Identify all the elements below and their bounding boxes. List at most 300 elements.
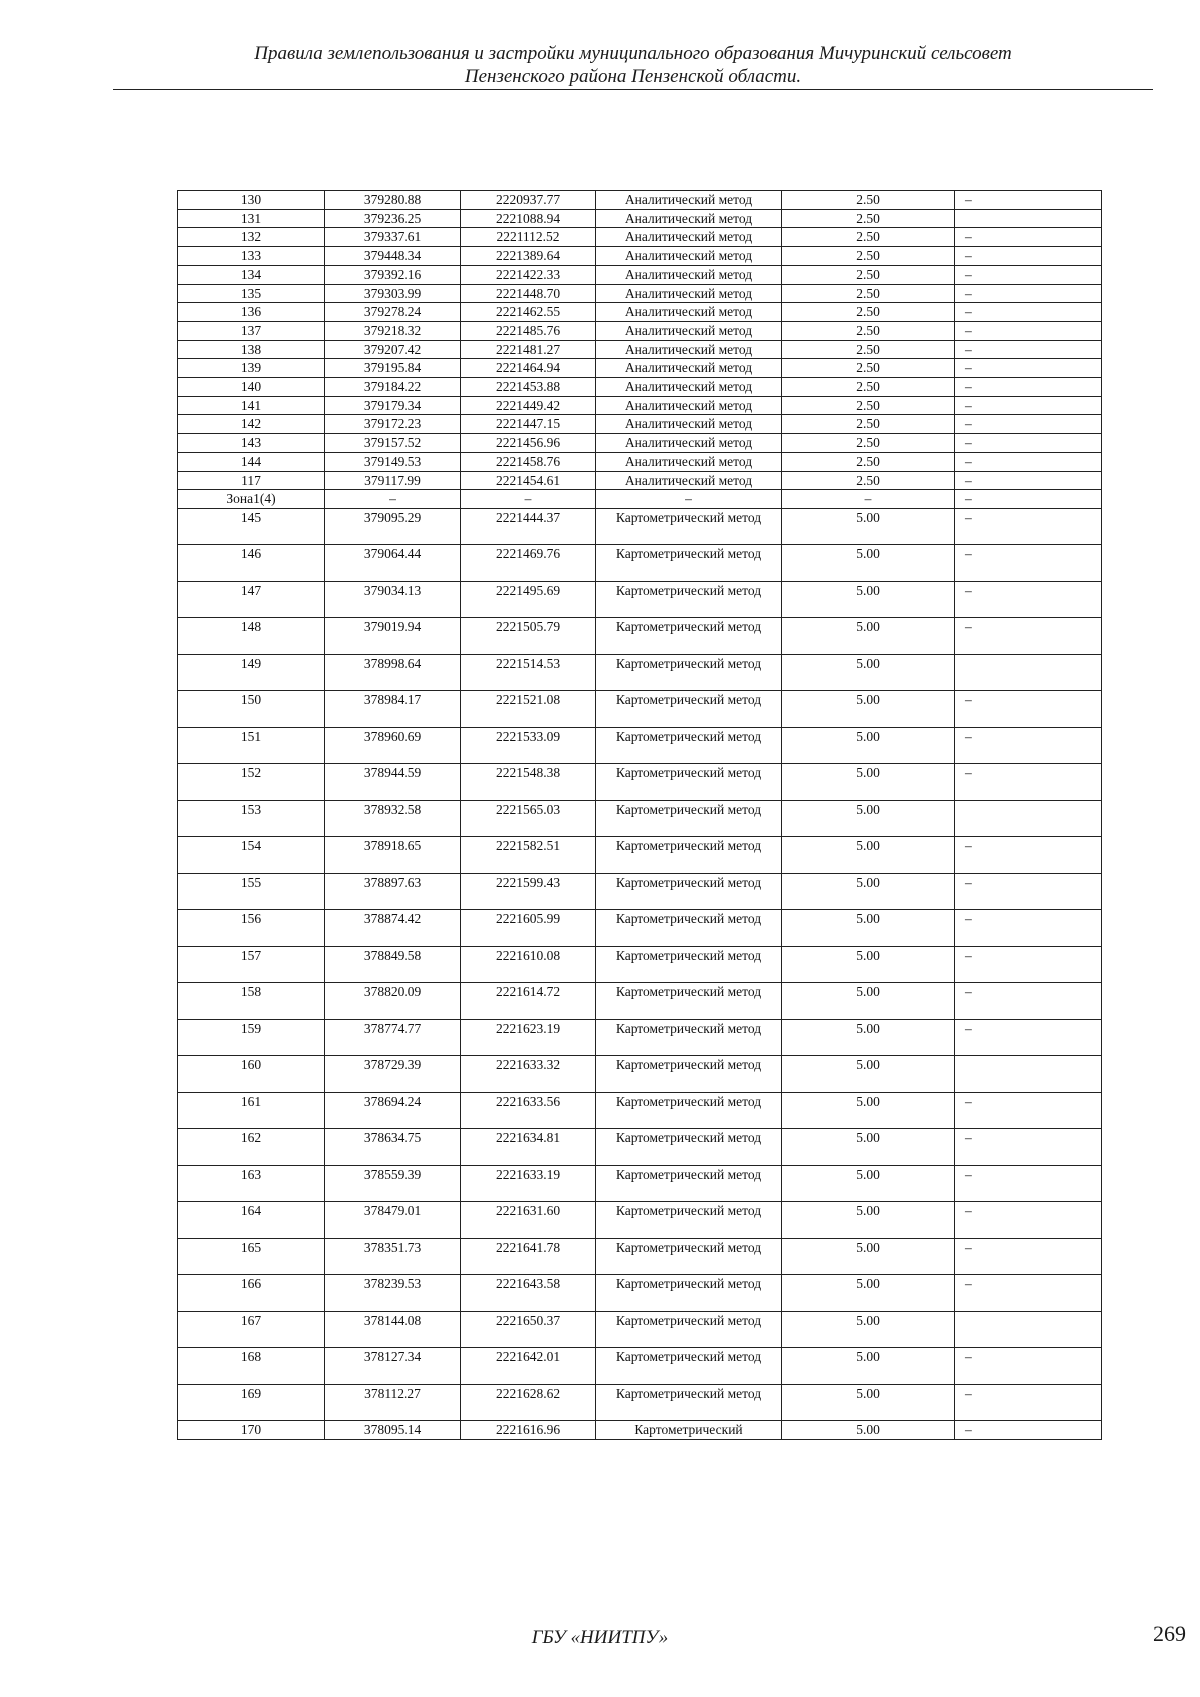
x-coordinate-cell: 379337.61 <box>325 228 461 247</box>
accuracy-cell: 5.00 <box>782 873 955 910</box>
method-cell: Аналитический метод <box>596 303 782 322</box>
y-coordinate-cell: 2221614.72 <box>461 983 596 1020</box>
y-coordinate-cell: 2221447.15 <box>461 415 596 434</box>
table-row <box>178 1421 1102 1440</box>
y-coordinate-cell: 2221454.61 <box>461 471 596 490</box>
accuracy-cell: 2.50 <box>782 209 955 228</box>
y-coordinate-cell: 2221422.33 <box>461 265 596 284</box>
accuracy-cell: 2.50 <box>782 247 955 266</box>
y-coordinate-cell: 2220937.77 <box>461 191 596 210</box>
note-cell: – <box>955 1238 1102 1275</box>
method-cell: Картометрический метод <box>596 764 782 801</box>
method-cell: Картометрический метод <box>596 1056 782 1093</box>
table-row <box>178 983 1102 1020</box>
point-number-cell: 169 <box>178 1384 325 1421</box>
point-number-cell: 160 <box>178 1056 325 1093</box>
note-cell <box>955 209 1102 228</box>
x-coordinate-cell: 378774.77 <box>325 1019 461 1056</box>
accuracy-cell: 5.00 <box>782 764 955 801</box>
point-number-cell: 154 <box>178 837 325 874</box>
accuracy-cell: 5.00 <box>782 1238 955 1275</box>
method-cell: Картометрический метод <box>596 800 782 837</box>
footer-organization: ГБУ «НИИТПУ» <box>531 1627 669 1648</box>
x-coordinate-cell: 378729.39 <box>325 1056 461 1093</box>
note-cell: – <box>955 691 1102 728</box>
table-row <box>178 1311 1102 1348</box>
x-coordinate-cell: 379195.84 <box>325 359 461 378</box>
method-cell: Аналитический метод <box>596 284 782 303</box>
y-coordinate-cell: 2221112.52 <box>461 228 596 247</box>
accuracy-cell: – <box>782 490 955 509</box>
table-row <box>178 1384 1102 1421</box>
accuracy-cell: 5.00 <box>782 1019 955 1056</box>
accuracy-cell: 5.00 <box>782 545 955 582</box>
y-coordinate-cell: 2221533.09 <box>461 727 596 764</box>
x-coordinate-cell: 379392.16 <box>325 265 461 284</box>
table-row <box>178 396 1102 415</box>
y-coordinate-cell: 2221631.60 <box>461 1202 596 1239</box>
method-cell: Аналитический метод <box>596 265 782 284</box>
y-coordinate-cell: 2221456.96 <box>461 434 596 453</box>
method-cell: Аналитический метод <box>596 228 782 247</box>
y-coordinate-cell: 2221633.56 <box>461 1092 596 1129</box>
x-coordinate-cell: 379278.24 <box>325 303 461 322</box>
accuracy-cell: 2.50 <box>782 228 955 247</box>
point-number-cell: 130 <box>178 191 325 210</box>
header-line-2: Пензенского района Пензенской области. <box>464 66 802 87</box>
point-number-cell: 163 <box>178 1165 325 1202</box>
method-cell: Картометрический метод <box>596 873 782 910</box>
table-row <box>178 1348 1102 1385</box>
y-coordinate-cell: 2221582.51 <box>461 837 596 874</box>
method-cell: Картометрический метод <box>596 545 782 582</box>
table-row <box>178 452 1102 471</box>
x-coordinate-cell: 379064.44 <box>325 545 461 582</box>
x-coordinate-cell: 379172.23 <box>325 415 461 434</box>
x-coordinate-cell: 379303.99 <box>325 284 461 303</box>
point-number-cell: 134 <box>178 265 325 284</box>
accuracy-cell: 5.00 <box>782 1384 955 1421</box>
accuracy-cell: 5.00 <box>782 654 955 691</box>
note-cell: – <box>955 415 1102 434</box>
accuracy-cell: 5.00 <box>782 581 955 618</box>
note-cell: – <box>955 378 1102 397</box>
table-row <box>178 654 1102 691</box>
accuracy-cell: 5.00 <box>782 691 955 728</box>
accuracy-cell: 2.50 <box>782 284 955 303</box>
y-coordinate-cell: – <box>461 490 596 509</box>
x-coordinate-cell: 379149.53 <box>325 452 461 471</box>
note-cell: – <box>955 303 1102 322</box>
y-coordinate-cell: 2221521.08 <box>461 691 596 728</box>
method-cell: Картометрический метод <box>596 508 782 545</box>
note-cell <box>955 1056 1102 1093</box>
method-cell: Картометрический метод <box>596 618 782 655</box>
table-row <box>178 545 1102 582</box>
point-number-cell: 149 <box>178 654 325 691</box>
point-number-cell: 170 <box>178 1421 325 1440</box>
table-row <box>178 209 1102 228</box>
method-cell: Аналитический метод <box>596 434 782 453</box>
x-coordinate-cell: 378127.34 <box>325 1348 461 1385</box>
table-row <box>178 1238 1102 1275</box>
note-cell: – <box>955 1092 1102 1129</box>
method-cell: Картометрический метод <box>596 1311 782 1348</box>
x-coordinate-cell: 378918.65 <box>325 837 461 874</box>
point-number-cell: 165 <box>178 1238 325 1275</box>
y-coordinate-cell: 2221623.19 <box>461 1019 596 1056</box>
method-cell: Картометрический метод <box>596 727 782 764</box>
note-cell: – <box>955 727 1102 764</box>
y-coordinate-cell: 2221643.58 <box>461 1275 596 1312</box>
y-coordinate-cell: 2221444.37 <box>461 508 596 545</box>
table-row <box>178 265 1102 284</box>
note-cell: – <box>955 396 1102 415</box>
note-cell: – <box>955 1019 1102 1056</box>
note-cell: – <box>955 618 1102 655</box>
point-number-cell: 168 <box>178 1348 325 1385</box>
coordinates-table-body <box>178 191 1102 1440</box>
note-cell: – <box>955 581 1102 618</box>
table-row <box>178 359 1102 378</box>
note-cell: – <box>955 265 1102 284</box>
table-row <box>178 691 1102 728</box>
note-cell: – <box>955 983 1102 1020</box>
note-cell: – <box>955 452 1102 471</box>
note-cell <box>955 654 1102 691</box>
table-row <box>178 1092 1102 1129</box>
y-coordinate-cell: 2221449.42 <box>461 396 596 415</box>
point-number-cell: 161 <box>178 1092 325 1129</box>
note-cell: – <box>955 837 1102 874</box>
note-cell: – <box>955 1384 1102 1421</box>
x-coordinate-cell: 379280.88 <box>325 191 461 210</box>
accuracy-cell: 5.00 <box>782 946 955 983</box>
y-coordinate-cell: 2221462.55 <box>461 303 596 322</box>
note-cell: – <box>955 191 1102 210</box>
y-coordinate-cell: 2221469.76 <box>461 545 596 582</box>
point-number-cell: 152 <box>178 764 325 801</box>
x-coordinate-cell: 379019.94 <box>325 618 461 655</box>
accuracy-cell: 2.50 <box>782 434 955 453</box>
method-cell: Аналитический метод <box>596 321 782 340</box>
note-cell: – <box>955 764 1102 801</box>
accuracy-cell: 2.50 <box>782 471 955 490</box>
x-coordinate-cell: 379448.34 <box>325 247 461 266</box>
method-cell: Картометрический метод <box>596 837 782 874</box>
method-cell: Аналитический метод <box>596 340 782 359</box>
table-row <box>178 581 1102 618</box>
method-cell: Картометрический метод <box>596 691 782 728</box>
accuracy-cell: 2.50 <box>782 265 955 284</box>
y-coordinate-cell: 2221481.27 <box>461 340 596 359</box>
note-cell: – <box>955 228 1102 247</box>
accuracy-cell: 2.50 <box>782 340 955 359</box>
accuracy-cell: 5.00 <box>782 837 955 874</box>
accuracy-cell: 2.50 <box>782 359 955 378</box>
note-cell: – <box>955 1348 1102 1385</box>
accuracy-cell: 5.00 <box>782 1311 955 1348</box>
x-coordinate-cell: 378849.58 <box>325 946 461 983</box>
y-coordinate-cell: 2221464.94 <box>461 359 596 378</box>
y-coordinate-cell: 2221389.64 <box>461 247 596 266</box>
x-coordinate-cell: 378984.17 <box>325 691 461 728</box>
accuracy-cell: 5.00 <box>782 1421 955 1440</box>
x-coordinate-cell: 378351.73 <box>325 1238 461 1275</box>
method-cell: Аналитический метод <box>596 191 782 210</box>
x-coordinate-cell: 378897.63 <box>325 873 461 910</box>
table-row <box>178 910 1102 947</box>
page-header <box>113 42 1153 88</box>
note-cell <box>955 800 1102 837</box>
table-row <box>178 800 1102 837</box>
note-cell: – <box>955 434 1102 453</box>
table-row <box>178 471 1102 490</box>
point-number-cell: 144 <box>178 452 325 471</box>
point-number-cell: 135 <box>178 284 325 303</box>
y-coordinate-cell: 2221633.32 <box>461 1056 596 1093</box>
header-rule <box>113 89 1153 90</box>
table-row <box>178 764 1102 801</box>
method-cell: Картометрический метод <box>596 946 782 983</box>
point-number-cell: 143 <box>178 434 325 453</box>
x-coordinate-cell: 378820.09 <box>325 983 461 1020</box>
table-row <box>178 1019 1102 1056</box>
point-number-cell: 156 <box>178 910 325 947</box>
accuracy-cell: 5.00 <box>782 508 955 545</box>
method-cell: Картометрический метод <box>596 1348 782 1385</box>
point-number-cell: 145 <box>178 508 325 545</box>
note-cell: – <box>955 490 1102 509</box>
point-number-cell: 132 <box>178 228 325 247</box>
table-row <box>178 228 1102 247</box>
x-coordinate-cell: 378144.08 <box>325 1311 461 1348</box>
accuracy-cell: 5.00 <box>782 983 955 1020</box>
table-row <box>178 508 1102 545</box>
x-coordinate-cell: 378239.53 <box>325 1275 461 1312</box>
point-number-cell: 146 <box>178 545 325 582</box>
note-cell: – <box>955 284 1102 303</box>
method-cell: Аналитический метод <box>596 247 782 266</box>
note-cell: – <box>955 359 1102 378</box>
accuracy-cell: 5.00 <box>782 1165 955 1202</box>
y-coordinate-cell: 2221642.01 <box>461 1348 596 1385</box>
y-coordinate-cell: 2221633.19 <box>461 1165 596 1202</box>
note-cell: – <box>955 873 1102 910</box>
accuracy-cell: 5.00 <box>782 1092 955 1129</box>
table-row <box>178 1275 1102 1312</box>
note-cell: – <box>955 1129 1102 1166</box>
x-coordinate-cell: 378694.24 <box>325 1092 461 1129</box>
table-row <box>178 490 1102 509</box>
accuracy-cell: 5.00 <box>782 910 955 947</box>
y-coordinate-cell: 2221610.08 <box>461 946 596 983</box>
point-number-cell: 136 <box>178 303 325 322</box>
method-cell: Аналитический метод <box>596 471 782 490</box>
note-cell: – <box>955 247 1102 266</box>
accuracy-cell: 2.50 <box>782 415 955 434</box>
table-row <box>178 1129 1102 1166</box>
x-coordinate-cell: 378112.27 <box>325 1384 461 1421</box>
point-number-cell: 117 <box>178 471 325 490</box>
y-coordinate-cell: 2221458.76 <box>461 452 596 471</box>
y-coordinate-cell: 2221616.96 <box>461 1421 596 1440</box>
method-cell: Аналитический метод <box>596 209 782 228</box>
method-cell: Картометрический метод <box>596 1019 782 1056</box>
table-row <box>178 837 1102 874</box>
table-row <box>178 191 1102 210</box>
y-coordinate-cell: 2221628.62 <box>461 1384 596 1421</box>
x-coordinate-cell: 378944.59 <box>325 764 461 801</box>
accuracy-cell: 5.00 <box>782 1275 955 1312</box>
point-number-cell: 137 <box>178 321 325 340</box>
x-coordinate-cell: 379095.29 <box>325 508 461 545</box>
accuracy-cell: 5.00 <box>782 800 955 837</box>
table-row <box>178 321 1102 340</box>
y-coordinate-cell: 2221088.94 <box>461 209 596 228</box>
x-coordinate-cell: 379236.25 <box>325 209 461 228</box>
y-coordinate-cell: 2221495.69 <box>461 581 596 618</box>
x-coordinate-cell: 378095.14 <box>325 1421 461 1440</box>
table-row <box>178 618 1102 655</box>
point-number-cell: 155 <box>178 873 325 910</box>
accuracy-cell: 2.50 <box>782 452 955 471</box>
method-cell: Картометрический метод <box>596 581 782 618</box>
x-coordinate-cell: 379179.34 <box>325 396 461 415</box>
x-coordinate-cell: 378559.39 <box>325 1165 461 1202</box>
point-number-cell: 148 <box>178 618 325 655</box>
accuracy-cell: 2.50 <box>782 191 955 210</box>
table-row <box>178 727 1102 764</box>
y-coordinate-cell: 2221634.81 <box>461 1129 596 1166</box>
method-cell: Аналитический метод <box>596 415 782 434</box>
table-row <box>178 284 1102 303</box>
accuracy-cell: 2.50 <box>782 321 955 340</box>
x-coordinate-cell: 378634.75 <box>325 1129 461 1166</box>
y-coordinate-cell: 2221605.99 <box>461 910 596 947</box>
method-cell: Аналитический метод <box>596 359 782 378</box>
table-row <box>178 873 1102 910</box>
y-coordinate-cell: 2221514.53 <box>461 654 596 691</box>
table-row <box>178 378 1102 397</box>
table-row <box>178 415 1102 434</box>
table-row <box>178 303 1102 322</box>
accuracy-cell: 2.50 <box>782 396 955 415</box>
accuracy-cell: 5.00 <box>782 1202 955 1239</box>
table-row <box>178 340 1102 359</box>
point-number-cell: 141 <box>178 396 325 415</box>
point-number-cell: 153 <box>178 800 325 837</box>
method-cell: Картометрический метод <box>596 1092 782 1129</box>
x-coordinate-cell: 379117.99 <box>325 471 461 490</box>
point-number-cell: 157 <box>178 946 325 983</box>
accuracy-cell: 5.00 <box>782 1348 955 1385</box>
method-cell: Аналитический метод <box>596 452 782 471</box>
y-coordinate-cell: 2221548.38 <box>461 764 596 801</box>
method-cell: Картометрический метод <box>596 1238 782 1275</box>
x-coordinate-cell: 379184.22 <box>325 378 461 397</box>
accuracy-cell: 2.50 <box>782 378 955 397</box>
x-coordinate-cell: 379207.42 <box>325 340 461 359</box>
method-cell: Картометрический метод <box>596 1129 782 1166</box>
method-cell: Картометрический метод <box>596 654 782 691</box>
table-row <box>178 1202 1102 1239</box>
note-cell: – <box>955 321 1102 340</box>
point-number-cell: 162 <box>178 1129 325 1166</box>
point-number-cell: 150 <box>178 691 325 728</box>
x-coordinate-cell: 379157.52 <box>325 434 461 453</box>
note-cell: – <box>955 946 1102 983</box>
x-coordinate-cell: 378479.01 <box>325 1202 461 1239</box>
table-row <box>178 434 1102 453</box>
x-coordinate-cell: 378874.42 <box>325 910 461 947</box>
note-cell: – <box>955 471 1102 490</box>
x-coordinate-cell: 378932.58 <box>325 800 461 837</box>
note-cell: – <box>955 910 1102 947</box>
x-coordinate-cell: 378998.64 <box>325 654 461 691</box>
method-cell: Картометрический метод <box>596 983 782 1020</box>
x-coordinate-cell: 378960.69 <box>325 727 461 764</box>
point-number-cell: Зона1(4) <box>178 490 325 509</box>
point-number-cell: 140 <box>178 378 325 397</box>
point-number-cell: 133 <box>178 247 325 266</box>
method-cell: Аналитический метод <box>596 378 782 397</box>
y-coordinate-cell: 2221448.70 <box>461 284 596 303</box>
point-number-cell: 131 <box>178 209 325 228</box>
method-cell: Картометрический <box>596 1421 782 1440</box>
table-row <box>178 1056 1102 1093</box>
point-number-cell: 147 <box>178 581 325 618</box>
point-number-cell: 167 <box>178 1311 325 1348</box>
note-cell: – <box>955 1165 1102 1202</box>
note-cell: – <box>955 1275 1102 1312</box>
note-cell: – <box>955 1421 1102 1440</box>
accuracy-cell: 5.00 <box>782 1129 955 1166</box>
point-number-cell: 159 <box>178 1019 325 1056</box>
point-number-cell: 138 <box>178 340 325 359</box>
y-coordinate-cell: 2221453.88 <box>461 378 596 397</box>
header-line-1: Правила землепользования и застройки муниципального образования Мичуринский сельсовет <box>254 43 1012 64</box>
coordinates-table <box>177 190 1102 1440</box>
y-coordinate-cell: 2221565.03 <box>461 800 596 837</box>
note-cell: – <box>955 508 1102 545</box>
x-coordinate-cell: 379034.13 <box>325 581 461 618</box>
point-number-cell: 158 <box>178 983 325 1020</box>
method-cell: Картометрический метод <box>596 1202 782 1239</box>
x-coordinate-cell: 379218.32 <box>325 321 461 340</box>
x-coordinate-cell: – <box>325 490 461 509</box>
point-number-cell: 142 <box>178 415 325 434</box>
point-number-cell: 139 <box>178 359 325 378</box>
accuracy-cell: 5.00 <box>782 618 955 655</box>
y-coordinate-cell: 2221505.79 <box>461 618 596 655</box>
point-number-cell: 151 <box>178 727 325 764</box>
accuracy-cell: 5.00 <box>782 727 955 764</box>
y-coordinate-cell: 2221599.43 <box>461 873 596 910</box>
method-cell: Картометрический метод <box>596 1384 782 1421</box>
table-row <box>178 247 1102 266</box>
note-cell: – <box>955 1202 1102 1239</box>
table-row <box>178 1165 1102 1202</box>
y-coordinate-cell: 2221641.78 <box>461 1238 596 1275</box>
table-row <box>178 946 1102 983</box>
method-cell: Аналитический метод <box>596 396 782 415</box>
point-number-cell: 166 <box>178 1275 325 1312</box>
method-cell: Картометрический метод <box>596 910 782 947</box>
method-cell: – <box>596 490 782 509</box>
note-cell: – <box>955 340 1102 359</box>
y-coordinate-cell: 2221485.76 <box>461 321 596 340</box>
